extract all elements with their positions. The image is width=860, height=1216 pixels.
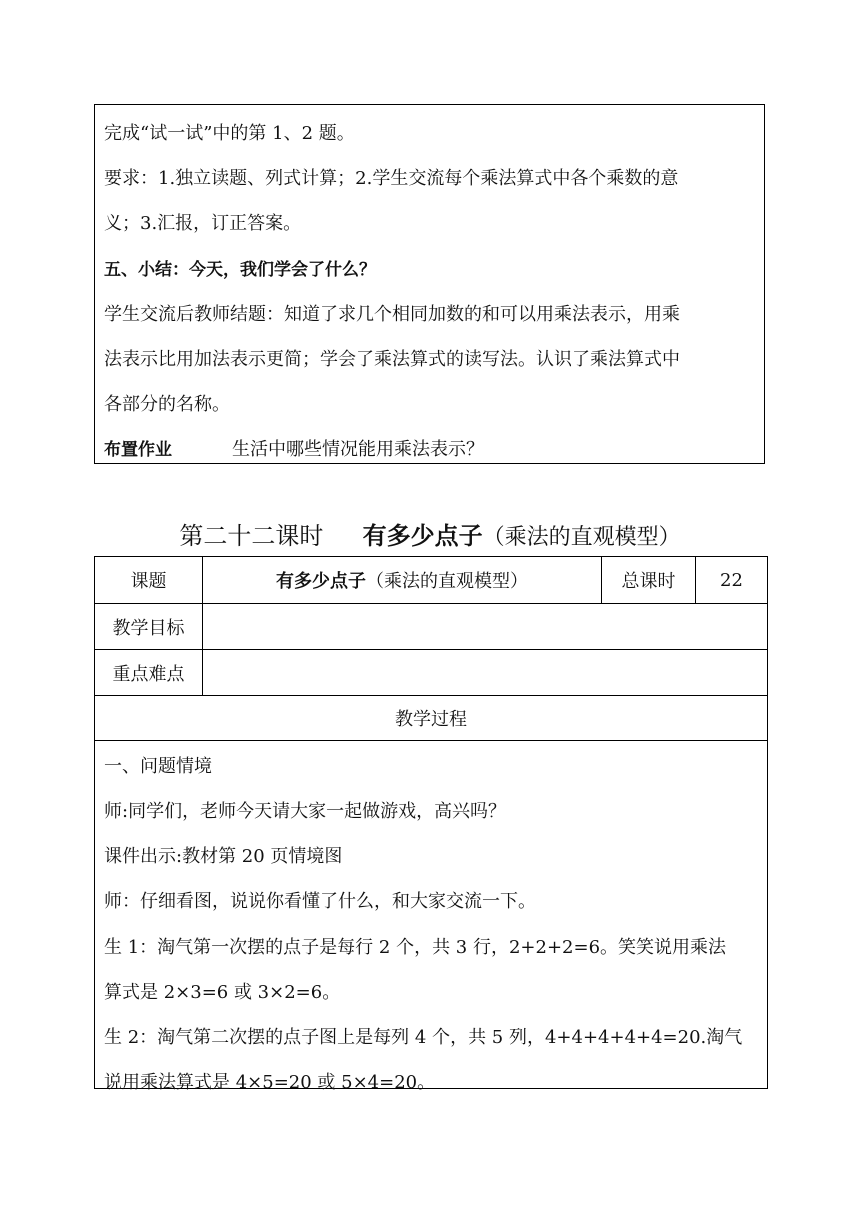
process-line: 说用乘法算式是 4×5=20 或 5×4=20。 — [104, 1072, 436, 1093]
topic-label: 课题 — [95, 557, 203, 604]
summary-line-1: 学生交流后教师结题：知道了求几个相同加数的和可以用乘法表示，用乘 — [104, 304, 680, 325]
summary-heading: 五、小结：今天，我们学会了什么？ — [104, 260, 376, 280]
topic-cell — [203, 557, 602, 604]
topic-subtitle: （乘法的直观模型） — [366, 571, 528, 592]
requirement-line-1: 要求：1.独立读题、列式计算；2.学生交流每个乘法算式中各个乘数的意 — [104, 168, 679, 189]
lesson-plan-table — [94, 556, 768, 1093]
goal-value — [203, 604, 768, 650]
lesson-name: 有多少点子 — [362, 522, 483, 550]
process-header: 教学过程 — [95, 696, 768, 741]
activity-box — [94, 104, 765, 464]
homework-row — [104, 435, 484, 460]
total-hours-label: 总课时 — [602, 557, 696, 604]
process-line: 生 2：淘气第二次摆的点子图上是每列 4 个，共 5 列，4+4+4+4+4=20.淘气 — [104, 1027, 743, 1048]
goal-label: 教学目标 — [95, 604, 203, 650]
lesson-subtitle: （乘法的直观模型） — [482, 525, 681, 550]
process-line: 师：仔细看图，说说你看懂了什么，和大家交流一下。 — [104, 891, 536, 912]
summary-line-3: 各部分的名称。 — [104, 394, 230, 415]
homework-text: 生活中哪些情况能用乘法表示？ — [232, 439, 484, 460]
process-line: 生 1：淘气第一次摆的点子是每行 2 个，共 3 行，2+2+2=6。笑笑说用乘法 — [104, 937, 727, 958]
process-line: 课件出示:教材第 20 页情境图 — [104, 846, 343, 867]
lesson-number: 第二十二课时 — [179, 522, 324, 550]
total-hours-value: 22 — [696, 557, 768, 604]
process-line: 一、问题情境 — [104, 756, 212, 777]
topic-name: 有多少点子 — [276, 571, 366, 592]
lesson-title — [0, 516, 860, 551]
key-points-value — [203, 650, 768, 696]
process-content — [95, 741, 768, 1093]
key-points-label: 重点难点 — [95, 650, 203, 696]
summary-line-2: 法表示比用加法表示更简；学会了乘法算式的读写法。认识了乘法算式中 — [104, 349, 680, 370]
requirement-line-2: 义；3.汇报，订正答案。 — [104, 213, 302, 234]
exercise-line: 完成“试一试”中的第 1、2 题。 — [104, 123, 355, 144]
process-line: 算式是 2×3=6 或 3×2=6。 — [104, 982, 341, 1003]
homework-label: 布置作业 — [104, 440, 172, 460]
process-line: 师:同学们，老师今天请大家一起做游戏，高兴吗？ — [104, 801, 507, 822]
